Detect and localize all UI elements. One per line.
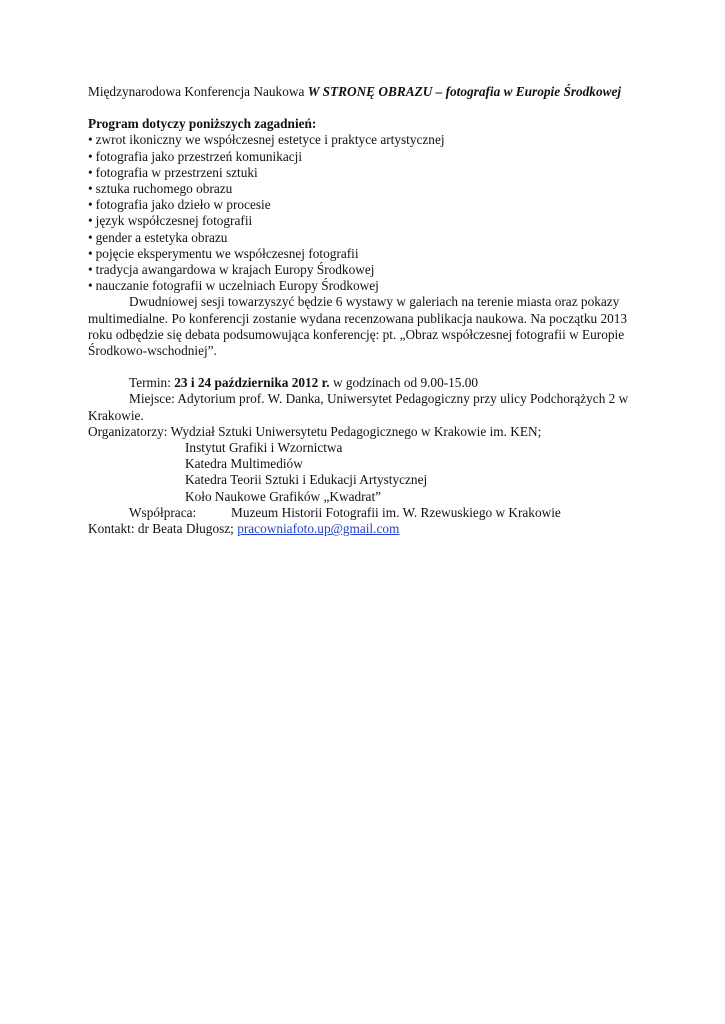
cooperation-value: Muzeum Historii Fotografii im. W. Rzewuskiego w Krakowie xyxy=(231,504,561,520)
program-list xyxy=(88,132,648,294)
miejsce-line-cont: Krakowie. xyxy=(88,407,144,423)
organizer-main: Wydział Sztuki Uniwersytetu Pedagogicznego w Krakowie im. KEN; xyxy=(170,423,542,439)
organizers-line xyxy=(88,424,648,440)
program-item: • gender a estetyka obrazu xyxy=(88,230,648,246)
program-item: • sztuka ruchomego obrazu xyxy=(88,181,648,197)
termin-line xyxy=(88,375,648,391)
program-item: • fotografia w przestrzeni sztuki xyxy=(88,165,648,181)
description-line: roku odbędzie się debata podsumowująca konferencję: pt. „Obraz współczesnej fotografii w Europie xyxy=(88,326,625,342)
termin-dates: 23 i 24 października 2012 r. xyxy=(174,375,330,391)
contact-label: Kontakt: dr Beata Długosz; xyxy=(88,521,238,537)
conference-title: W STRONĘ OBRAZU – fotografia w Europie Środkowej xyxy=(307,84,622,99)
termin-hours: w godzinach od 9.00-15.00 xyxy=(329,375,479,391)
description-paragraph xyxy=(88,294,648,359)
description-line: multimedialne. Po konferencji zostanie wydana recenzowana publikacja naukowa. Na początku 2013 xyxy=(88,310,628,326)
organizer-item: Koło Naukowe Grafików „Kwadrat” xyxy=(185,488,382,504)
program-item: • język współczesnej fotografii xyxy=(88,213,648,229)
contact-line xyxy=(88,521,648,537)
program-item: • fotografia jako przestrzeń komunikacji xyxy=(88,149,648,165)
conference-header xyxy=(88,84,648,100)
program-item: • zwrot ikoniczny we współczesnej estetyce i praktyce artystycznej xyxy=(88,132,648,148)
program-item: • pojęcie eksperymentu we współczesnej fotografii xyxy=(88,246,648,262)
organizer-item: Katedra Multimediów xyxy=(185,456,303,472)
contact-email-link[interactable]: pracowniafoto.up@gmail.com xyxy=(237,521,400,537)
termin-label: Termin: xyxy=(129,375,175,391)
cooperation-label: Współpraca: xyxy=(129,504,197,520)
miejsce-line: Miejsce: Adytorium prof. W. Danka, Uniwersytet Pedagogiczny przy ulicy Podchorążych 2 w xyxy=(129,391,629,407)
document-page xyxy=(88,84,648,537)
program-item: • tradycja awangardowa w krajach Europy Środkowej xyxy=(88,262,648,278)
organizer-item: Katedra Teorii Sztuki i Edukacji Artystycznej xyxy=(185,472,428,488)
cooperation-line xyxy=(88,505,648,521)
program-heading: Program dotyczy poniższych zagadnień: xyxy=(88,116,317,132)
organizer-item: Instytut Grafiki i Wzornictwa xyxy=(185,440,343,456)
organizers-label: Organizatorzy: xyxy=(88,423,171,439)
header-prefix: Międzynarodowa Konferencja Naukowa xyxy=(88,84,308,99)
program-item: • fotografia jako dzieło w procesie xyxy=(88,197,648,213)
description-line: Dwudniowej sesji towarzyszyć będzie 6 wystawy w galeriach na terenie miasta oraz pokazy xyxy=(129,294,620,310)
program-item: • nauczanie fotografii w uczelniach Europy Środkowej xyxy=(88,278,648,294)
description-line: Środkowo-wschodniej”. xyxy=(88,343,217,359)
